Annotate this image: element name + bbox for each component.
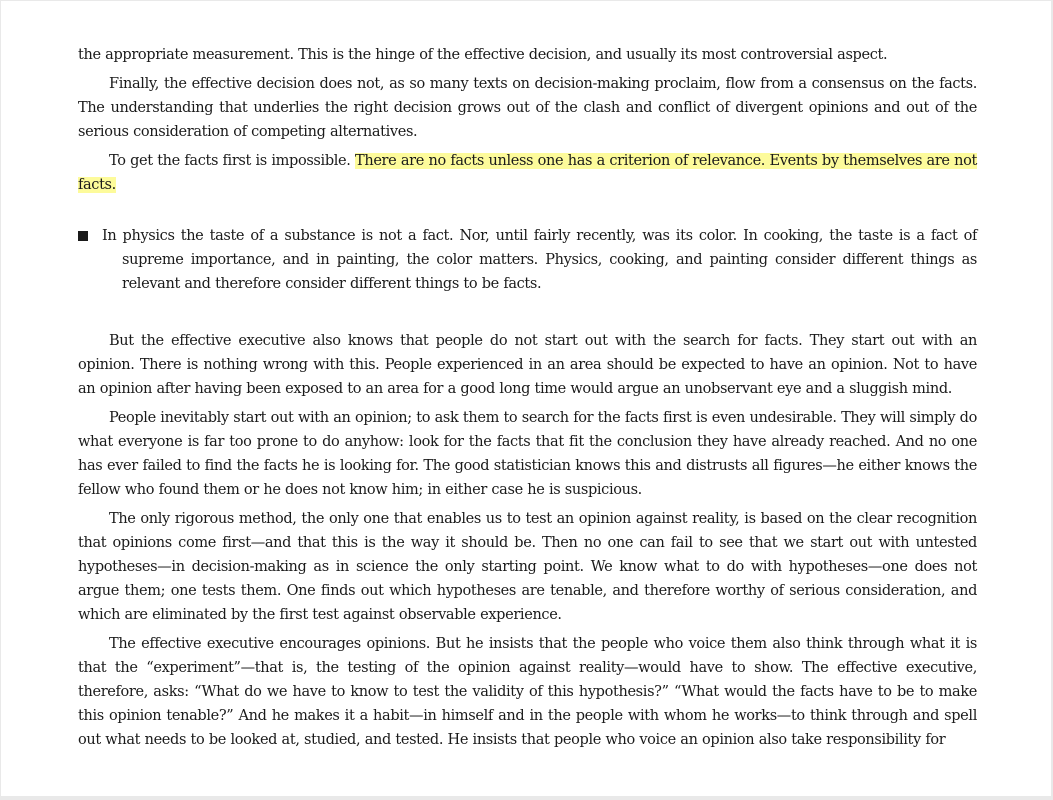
paragraph-2: Finally, the effective decision does not, as so many texts on decision-making proclaim, flow from a consensus on the facts. The understanding that underlies the right decision grows out of the clash and conflict of divergent opinions and out of the serious consideration of competing alternatives. — [78, 76, 977, 140]
paragraph-5: People inevitably start out with an opinion; to ask them to search for the facts first is even undesirable. They will simply do what everyone is far too prone to do anyhow: look for the facts that fit the conclusion they have already reached. And no one has ever failed to find the facts he is looking for. The good statistician knows this and distrusts all figures—he either knows the fellow who found them or he does not know him; in either case he is suspicious. — [78, 410, 977, 498]
square-bullet-icon — [78, 231, 88, 241]
paragraph-3-text: To get the facts first is impossible. — [109, 153, 356, 169]
paragraph-7: The effective executive encourages opinions. But he insists that the people who voice them also think through what it is that the “experiment”—that is, the testing of the opinion against reality—would have to show. The effective executive, therefore, asks: “What do we have to know to test the validity of this hypothesis?” “What would the facts have to be to make this opinion tenable?” And he makes it a habit—in himself and in the people with whom he works—to think through and spell out what needs to be looked at, studied, and tested. He insists that people who voice an opinion also take responsibility for — [78, 636, 977, 748]
document-body — [78, 43, 977, 757]
document-page[interactable] — [1, 1, 1051, 796]
paragraph-1: the appropriate measurement. This is the hinge of the effective decision, and usually its most controversial aspect. — [78, 47, 888, 63]
highlighted-text[interactable]: There are no facts unless one has a criterion of relevance. Events by themselves are not facts. — [78, 153, 977, 193]
paragraph-4: But the effective executive also knows that people do not start out with the search for facts. They start out with an opinion. There is nothing wrong with this. People experienced in an area should be expected to have an opinion. Not to have an opinion after having been exposed to an area for a good long time would argue an unobservant eye and a sluggish mind. — [78, 333, 977, 397]
paragraph-3 — [78, 149, 977, 197]
bullet-item — [78, 224, 977, 296]
paragraph-6: The only rigorous method, the only one that enables us to test an opinion against reality, is based on the clear recognition that opinions come first—and that this is the way it should be. Then no one can fail to see that we start out with untested hypotheses—in decision-making as in science the only starting point. We know what to do with hypotheses—one does not argue them; one tests them. One finds out which hypotheses are tenable, and therefore worthy of serious consideration, and which are eliminated by the first test against observable experience. — [78, 511, 977, 623]
bullet-text: In physics the taste of a substance is not a fact. Nor, until fairly recently, was its color. In cooking, the taste is a fact of supreme importance, and in painting, the color matters. Physics, cooking, and painting consider different things as relevant and therefore consider different things to be facts. — [102, 228, 977, 292]
